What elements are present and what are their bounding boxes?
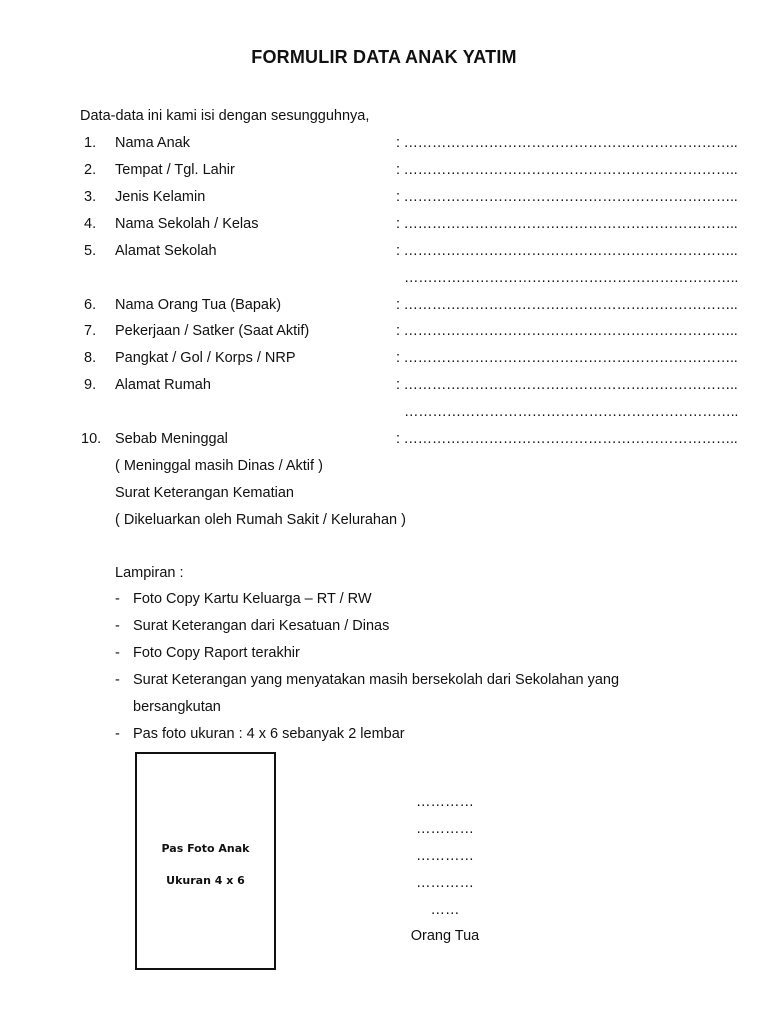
attachments-heading bbox=[0, 565, 768, 585]
field-note bbox=[0, 485, 768, 505]
bullet-dash: - bbox=[115, 645, 120, 661]
attachment-item-continuation bbox=[0, 699, 768, 719]
field-number: 10. bbox=[81, 431, 102, 447]
field-fill-line: : …………………………………………………………….. bbox=[396, 189, 738, 205]
field-fill-line: : …………………………………………………………….. bbox=[396, 297, 738, 313]
attachment-item bbox=[0, 618, 768, 638]
field-fill-line: : …………………………………………………………….. bbox=[396, 162, 738, 178]
field-label: Sebab Meninggal bbox=[115, 431, 228, 447]
attachment-item bbox=[0, 645, 768, 665]
field-fill-line: : …………………………………………………………….. bbox=[396, 431, 738, 447]
field-fill-line: : …………………………………………………………….. bbox=[396, 243, 738, 259]
field-number: 7. bbox=[84, 323, 97, 339]
intro-text: Data-data ini kami isi dengan sesungguhnya, bbox=[80, 108, 370, 124]
field-number: 2. bbox=[84, 162, 97, 178]
field-row-tempat-tgl-lahir bbox=[0, 162, 768, 182]
field-number: 4. bbox=[84, 216, 97, 232]
field-fill-line-continuation: …………………………………………………………….. bbox=[404, 404, 739, 420]
field-fill-line: : …………………………………………………………….. bbox=[396, 216, 738, 232]
field-row-sebab-meninggal bbox=[0, 431, 768, 451]
photo-box bbox=[135, 752, 276, 970]
field-number: 3. bbox=[84, 189, 97, 205]
field-row-alamat-rumah-cont bbox=[0, 404, 768, 424]
field-label: Nama Sekolah / Kelas bbox=[115, 216, 259, 232]
field-number: 6. bbox=[84, 297, 97, 313]
field-label: Jenis Kelamin bbox=[115, 189, 206, 205]
attachment-text: Pas foto ukuran : 4 x 6 sebanyak 2 lembar bbox=[133, 726, 405, 742]
signature-dots: ………… bbox=[416, 821, 474, 837]
field-fill-line: : …………………………………………………………….. bbox=[396, 135, 738, 151]
field-row-alamat-sekolah-cont bbox=[0, 270, 768, 290]
field-fill-line-continuation: …………………………………………………………….. bbox=[404, 270, 739, 286]
field-label: Tempat / Tgl. Lahir bbox=[115, 162, 235, 178]
field-row-pekerjaan bbox=[0, 323, 768, 343]
signature-dots: ………… bbox=[416, 875, 474, 891]
field-row-nama-sekolah bbox=[0, 216, 768, 236]
note-text: ( Dikeluarkan oleh Rumah Sakit / Kelurahan ) bbox=[115, 512, 406, 528]
field-fill-line: : …………………………………………………………….. bbox=[396, 350, 738, 366]
photo-box-size: Ukuran 4 x 6 bbox=[166, 874, 245, 887]
attachment-text: Surat Keterangan yang menyatakan masih bersekolah dari Sekolahan yang bbox=[133, 672, 620, 688]
attachment-item bbox=[0, 672, 768, 692]
attachment-text: Foto Copy Raport terakhir bbox=[133, 645, 300, 661]
attachment-item bbox=[0, 726, 768, 746]
bullet-dash: - bbox=[115, 672, 120, 688]
field-number: 9. bbox=[84, 377, 97, 393]
note-text: Surat Keterangan Kematian bbox=[115, 485, 294, 501]
field-row-alamat-sekolah bbox=[0, 243, 768, 263]
attachment-item bbox=[0, 591, 768, 611]
field-row-alamat-rumah bbox=[0, 377, 768, 397]
attachment-text: Surat Keterangan dari Kesatuan / Dinas bbox=[133, 618, 390, 634]
field-fill-line: : …………………………………………………………….. bbox=[396, 323, 738, 339]
field-row-nama-orang-tua bbox=[0, 297, 768, 317]
field-number: 1. bbox=[84, 135, 97, 151]
form-title: FORMULIR DATA ANAK YATIM bbox=[251, 47, 517, 67]
field-note bbox=[0, 512, 768, 532]
attachment-text: Foto Copy Kartu Keluarga – RT / RW bbox=[133, 591, 372, 607]
field-row-pangkat bbox=[0, 350, 768, 370]
field-label: Pangkat / Gol / Korps / NRP bbox=[115, 350, 296, 366]
photo-box-label: Pas Foto Anak bbox=[161, 842, 250, 855]
signature-role: Orang Tua bbox=[410, 928, 480, 944]
field-row-nama-anak bbox=[0, 135, 768, 155]
field-label: Alamat Sekolah bbox=[115, 243, 217, 259]
field-fill-line: : …………………………………………………………….. bbox=[396, 377, 738, 393]
field-number: 5. bbox=[84, 243, 97, 259]
field-note bbox=[0, 458, 768, 478]
field-label: Nama Orang Tua (Bapak) bbox=[115, 297, 282, 313]
field-label: Nama Anak bbox=[115, 135, 190, 151]
attachments-heading-text: Lampiran : bbox=[115, 565, 184, 581]
field-label: Alamat Rumah bbox=[115, 377, 211, 393]
bullet-dash: - bbox=[115, 726, 120, 742]
signature-dots: ………… bbox=[416, 794, 474, 810]
signature-dots: ………… bbox=[416, 848, 474, 864]
field-label: Pekerjaan / Satker (Saat Aktif) bbox=[115, 323, 310, 339]
bullet-dash: - bbox=[115, 618, 120, 634]
field-row-jenis-kelamin bbox=[0, 189, 768, 209]
signature-dots: …… bbox=[430, 902, 460, 918]
attachment-text: bersangkutan bbox=[133, 699, 221, 715]
note-text: ( Meninggal masih Dinas / Aktif ) bbox=[115, 458, 323, 474]
bullet-dash: - bbox=[115, 591, 120, 607]
field-number: 8. bbox=[84, 350, 97, 366]
